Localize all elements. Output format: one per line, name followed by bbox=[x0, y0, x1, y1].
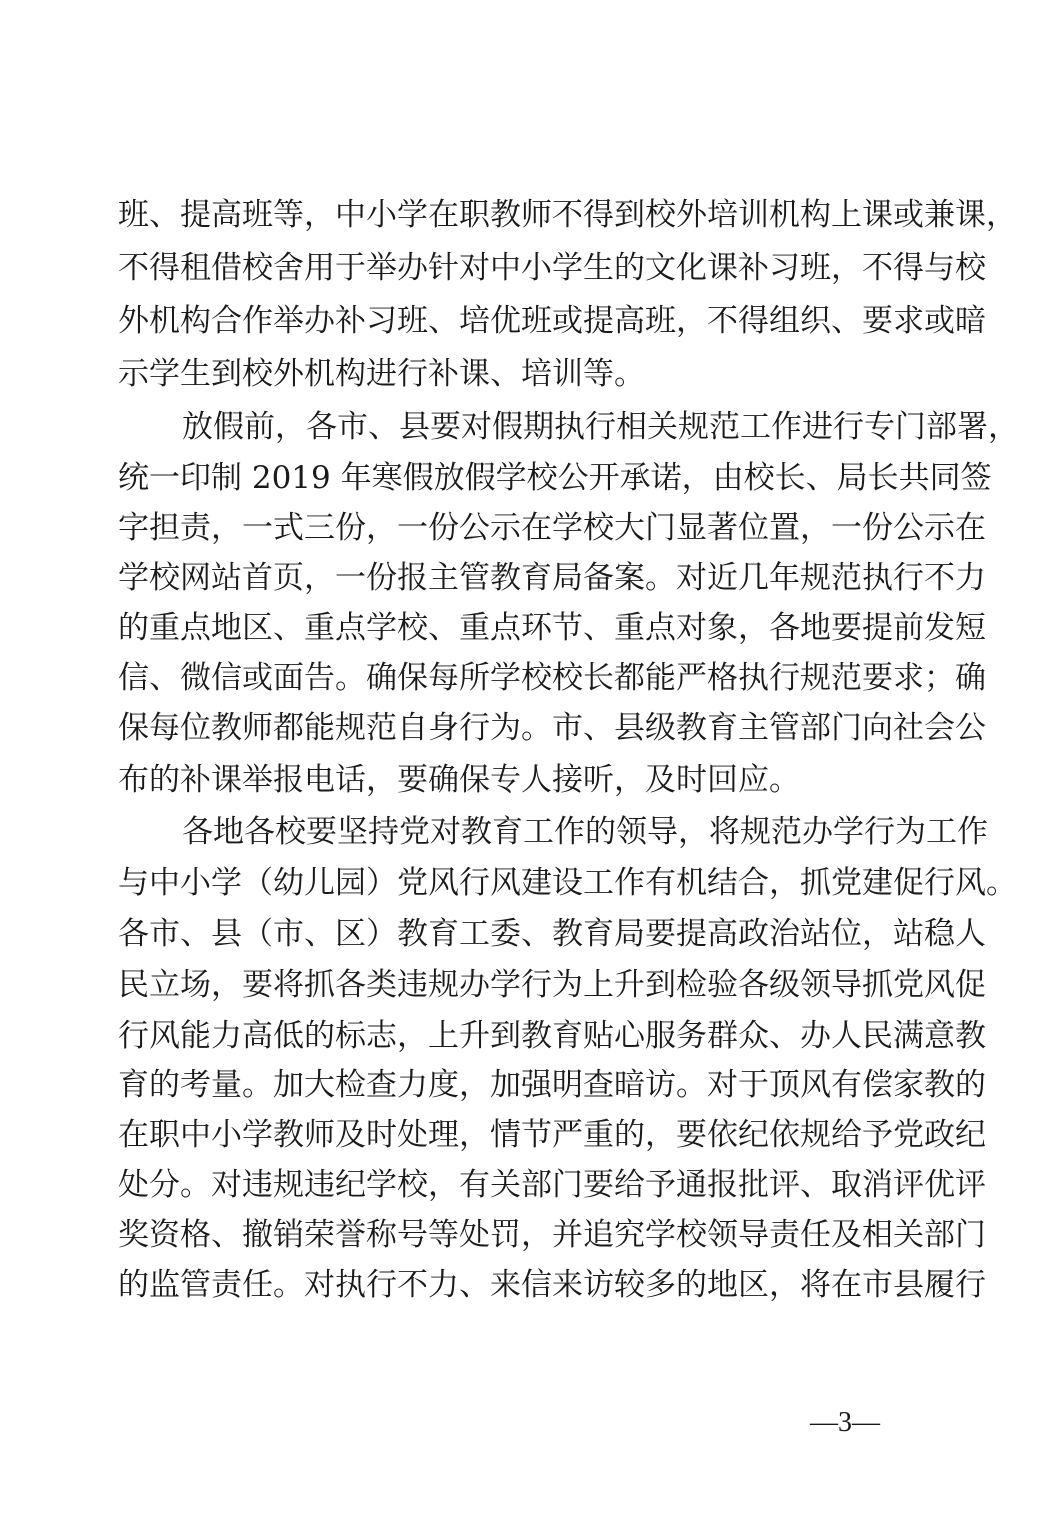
text-line: 的监管责任。对执行不力、来信来访较多的地区，将在市县履行 bbox=[118, 1267, 986, 1303]
text-line: 民立场，要将抓各类违规办学行为上升到检验各级领导抓党风促 bbox=[118, 967, 986, 1003]
text-line: 不得租借校舍用于举办针对中小学生的文化课补习班，不得与校 bbox=[118, 250, 986, 286]
text-line: 育的考量。加大检查力度，加强明查暗访。对于顶风有偿家教的 bbox=[118, 1067, 986, 1103]
text-line: 示学生到校外机构进行补课、培训等。 bbox=[118, 356, 645, 392]
text-line: 各地各校要坚持党对教育工作的领导，将规范办学行为工作 bbox=[182, 814, 988, 850]
text-line: 班、提高班等，中小学在职教师不得到校外培训机构上课或兼课， bbox=[118, 197, 1017, 233]
text-line: 字担责，一式三份，一份公示在学校大门显著位置，一份公示在 bbox=[118, 510, 986, 546]
text-line: 的重点地区、重点学校、重点环节、重点对象，各地要提前发短 bbox=[118, 610, 986, 646]
text-line: 统一印制 2019 年寒假放假学校公开承诺，由校长、局长共同签 bbox=[118, 460, 992, 496]
text-line: 学校网站首页，一份报主管教育局备案。对近几年规范执行不力 bbox=[118, 560, 986, 596]
page-number: —3— bbox=[810, 1407, 880, 1438]
text-line: 处分。对违规违纪学校，有关部门要给予通报批评、取消评优评 bbox=[118, 1167, 986, 1203]
text-line: 与中小学（幼儿园）党风行风建设工作有机结合，抓党建促行风。 bbox=[118, 865, 1017, 901]
text-line: 外机构合作举办补习班、培优班或提高班，不得组织、要求或暗 bbox=[118, 303, 986, 339]
text-line: 布的补课举报电话，要确保专人接听，及时回应。 bbox=[118, 762, 800, 798]
text-line: 行风能力高低的标志，上升到教育贴心服务群众、办人民满意教 bbox=[118, 1018, 986, 1054]
text-line: 信、微信或面告。确保每所学校校长都能严格执行规范要求；确 bbox=[118, 660, 986, 696]
text-line: 保每位教师都能规范自身行为。市、县级教育主管部门向社会公 bbox=[118, 710, 986, 746]
text-line: 奖资格、撤销荣誉称号等处罚，并追究学校领导责任及相关部门 bbox=[118, 1217, 986, 1253]
text-line: 在职中小学教师及时处理，情节严重的，要依纪依规给予党政纪 bbox=[118, 1117, 986, 1153]
text-line: 放假前，各市、县要对假期执行相关规范工作进行专门部署， bbox=[182, 409, 1019, 445]
text-line: 各市、县（市、区）教育工委、教育局要提高政治站位，站稳人 bbox=[118, 916, 986, 952]
